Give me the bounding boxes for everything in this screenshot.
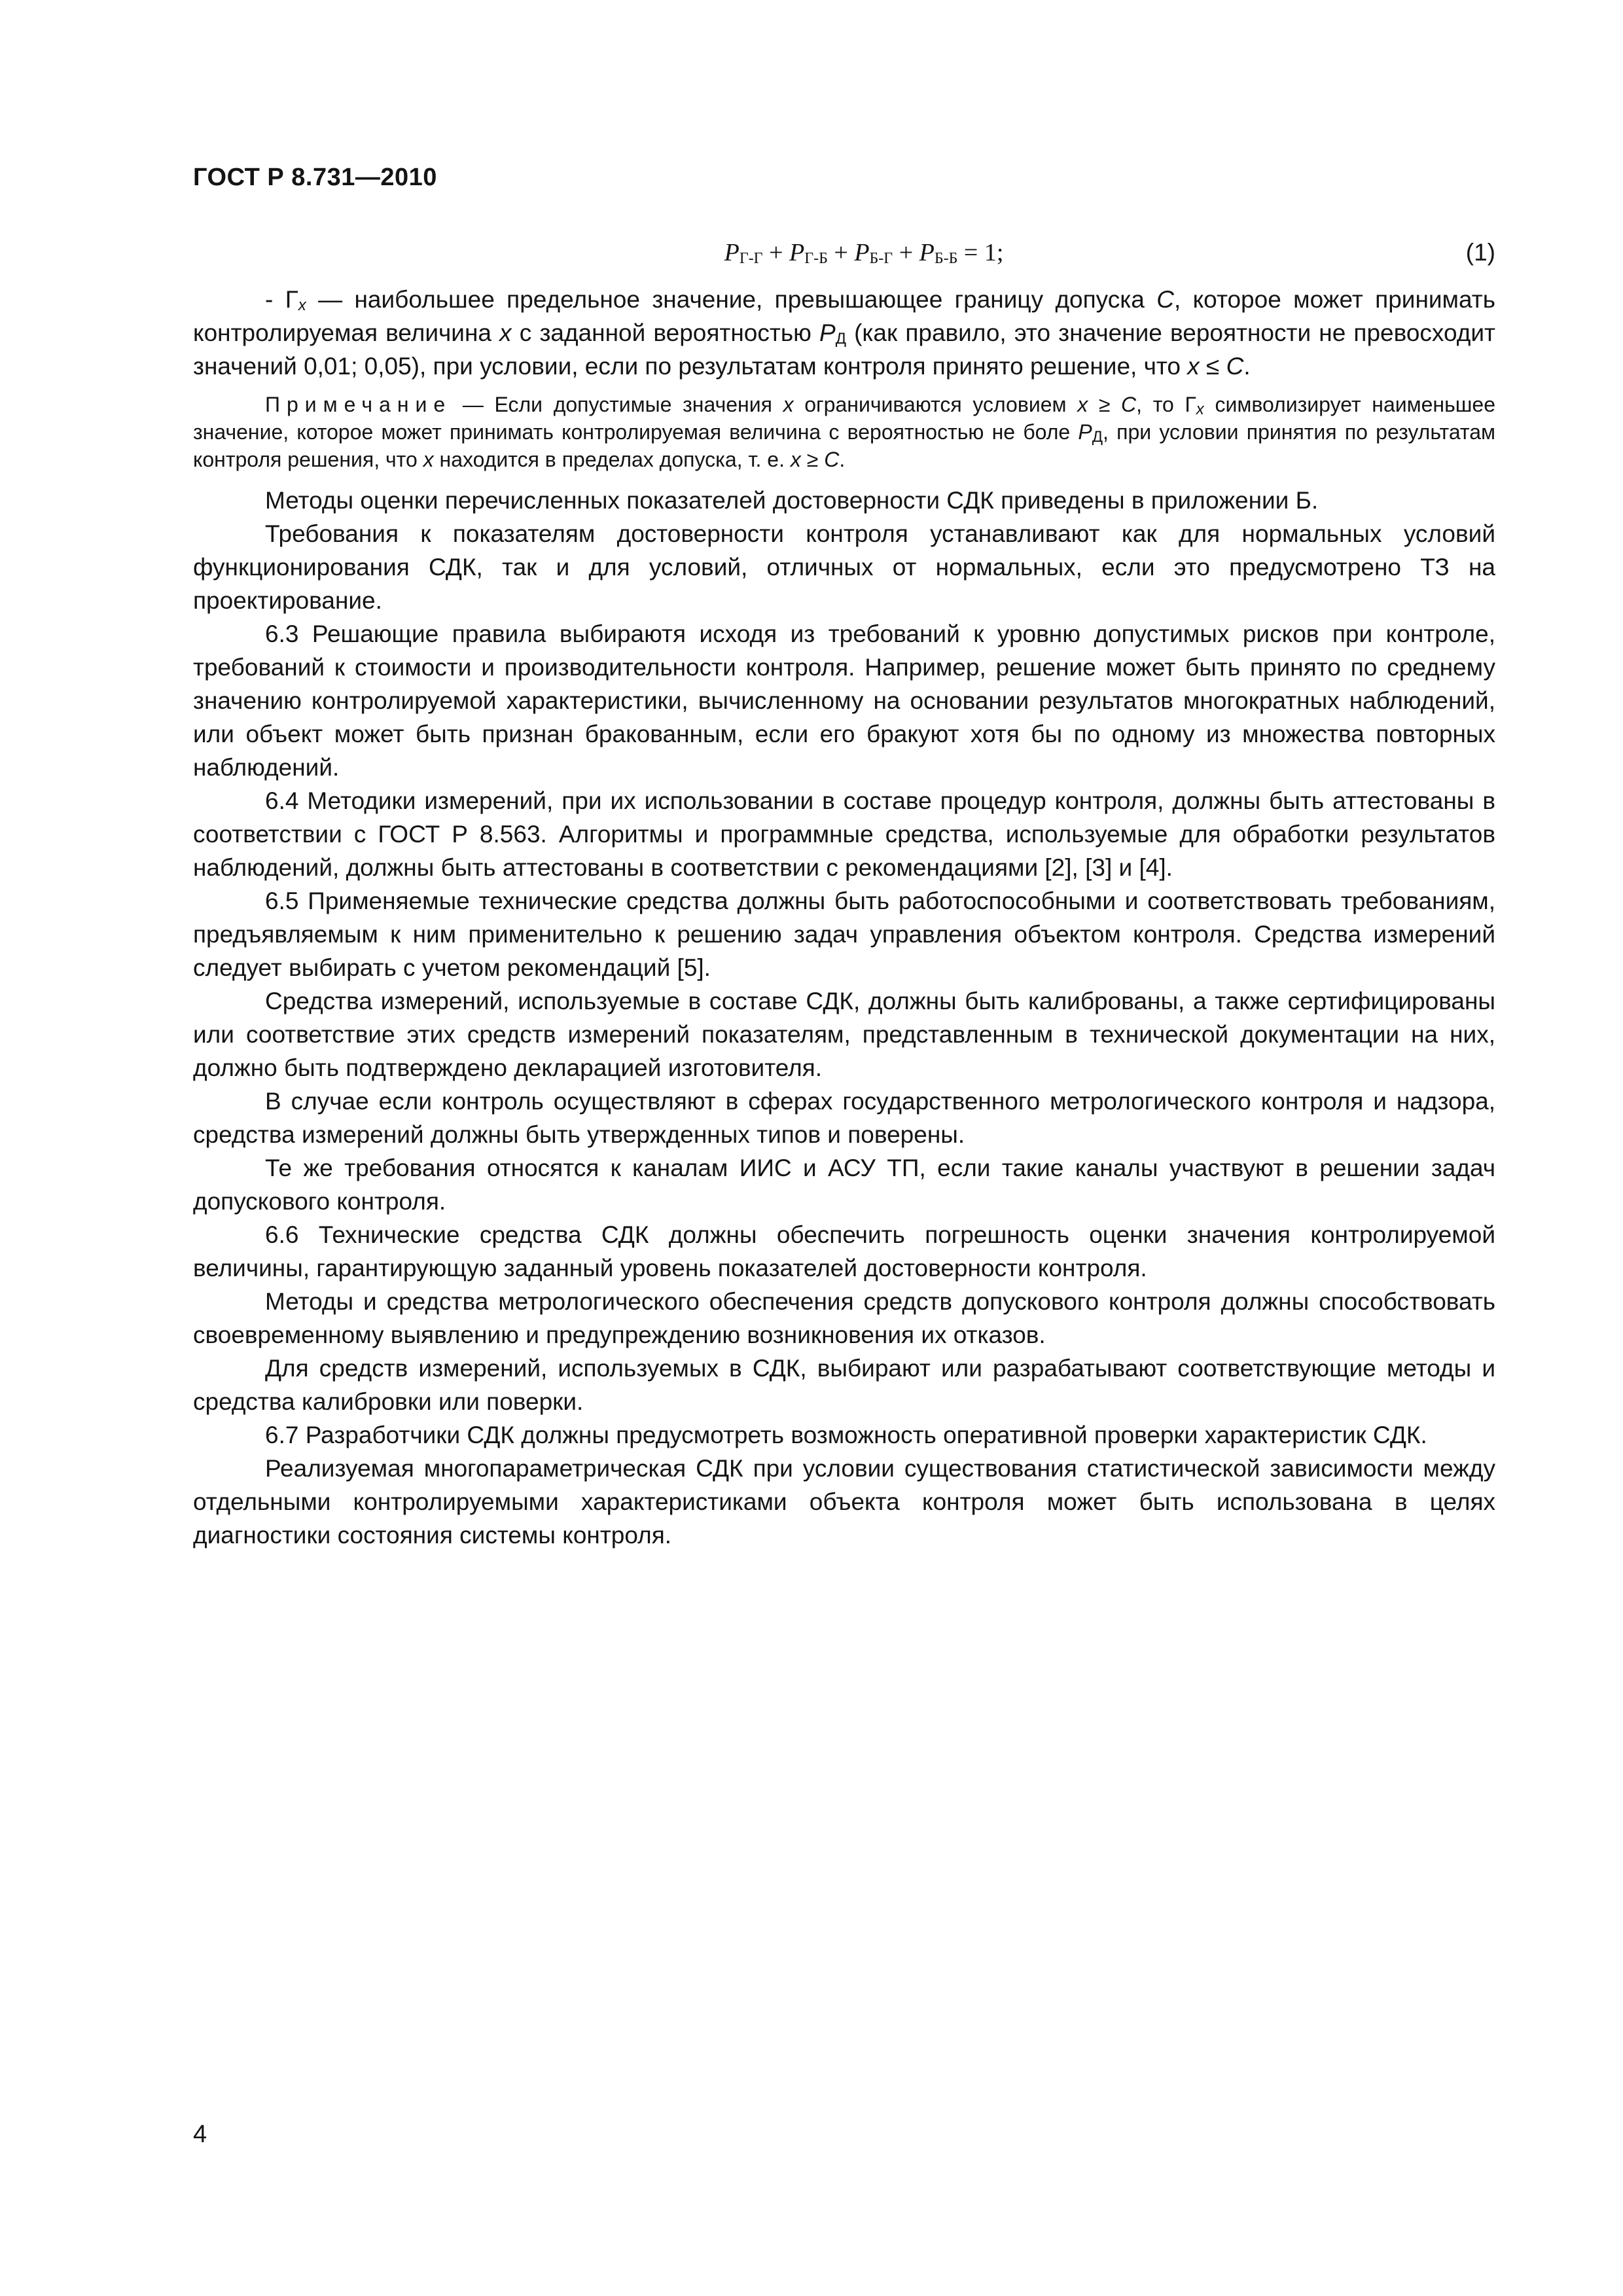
paragraph: 6.4 Методики измерений, при их использовании в составе процедур контроля, должны быть аттестованы в соответствии с ГОСТ Р 8.563. Алгоритмы и программные средства, используемые для обработки результатов наблюдений, должны быть аттестованы в соответствии с рекомендациями [2], [3] и [4]. — [193, 787, 1495, 881]
paragraph: В случае если контроль осуществляют в сферах государственного метрологического контроля и надзора, средства измерений должны быть утвержденных типов и поверены. — [193, 1088, 1495, 1148]
paragraph: 6.3 Решающие правила выбираютя исходя из требований к уровню допустимых рисков при контроле, требований к стоимости и производительности контроля. Например, решение может быть принято по среднему значению контролируемой характеристики, вычисленному на основании результатов многократных наблюдений, или объект может быть признан бракованным, если его бракуют хотя бы по одному из множества повторных наблюдений. — [193, 620, 1495, 781]
paragraph: Методы оценки перечисленных показателей достоверности СДК приведены в приложении Б. — [265, 487, 1319, 514]
paragraph: Те же требования относятся к каналам ИИС и АСУ ТП, если такие каналы участвуют в решении задач допускового контроля. — [193, 1155, 1495, 1215]
note-label: Примечание — [265, 393, 452, 416]
note-block: Примечание — Если допустимые значения х ограничиваются условием х ≥ С, то $Г_x$ символизирует наименьшее значение, которое может принимать контролируемая величина с вероятностью не боле $Р_Д$, при условии принятия по результатам контроля решения, что х находится в пределах допуска, т. е. х ≥ С. — [193, 393, 1496, 471]
formula-1 — [193, 236, 1495, 276]
formula-number: (1) — [1465, 239, 1495, 266]
paragraph: Реализуемая многопараметрическая СДК при условии существования статистической зависимости между отдельными контролируемыми характеристиками объекта контроля может быть использована в целях диагностики состояния системы контроля. — [193, 1455, 1495, 1549]
paragraph: Для средств измерений, используемых в СДК, выбирают или разрабатывают соответствующие методы и средства калибровки или поверки. — [193, 1355, 1495, 1415]
page-number: 4 — [193, 2121, 207, 2148]
paragraph: 6.6 Технические средства СДК должны обеспечить погрешность оценки значения контролируемой величины, гарантирующую заданный уровень показателей достоверности контроля. — [193, 1221, 1495, 1282]
definition-gx: - $Г_x$ — наибольшее предельное значение, превышающее границу допуска С, которое может принимать контролируемая величина х с заданной вероятностью $Р_Д$ (как правило, это значение вероятности не превосходит значений 0,01; 0,05), при условии, если по результатам контроля принято решение, что х ≤ С. — [193, 286, 1495, 380]
document-body — [193, 236, 1495, 1552]
paragraph: Средства измерений, используемые в составе СДК, должны быть калиброваны, а также сертифицированы или соответствие этих средств измерений показателям, представленным в технической документации на них, должно быть подтверждено декларацией изготовителя. — [193, 988, 1495, 1081]
paragraph: 6.5 Применяемые технические средства должны быть работоспособными и соответствовать требованиям, предъявляемым к ним применительно к решению задач управления объектом контроля. Средства измерений следует выбирать с учетом рекомендаций [5]. — [193, 888, 1495, 981]
paragraph: Методы и средства метрологического обеспечения средств допускового контроля должны способствовать своевременному выявлению и предупреждению возникновения их отказов. — [193, 1288, 1495, 1348]
paragraph: 6.7 Разработчики СДК должны предусмотреть возможность оперативной проверки характеристик СДК. — [265, 1422, 1427, 1448]
document-header: ГОСТ Р 8.731—2010 — [193, 164, 437, 191]
paragraph: Требования к показателям достоверности контроля устанавливают как для нормальных условий функционирования СДК, так и для условий, отличных от нормальных, если это предусмотрено ТЗ на проектирование. — [193, 520, 1495, 614]
formula-expression: $Р_{Г-Г} + Р_{Г-Б} + Р_{Б-Г} + Р_{Б-Б} = 1$; — [724, 239, 1004, 267]
